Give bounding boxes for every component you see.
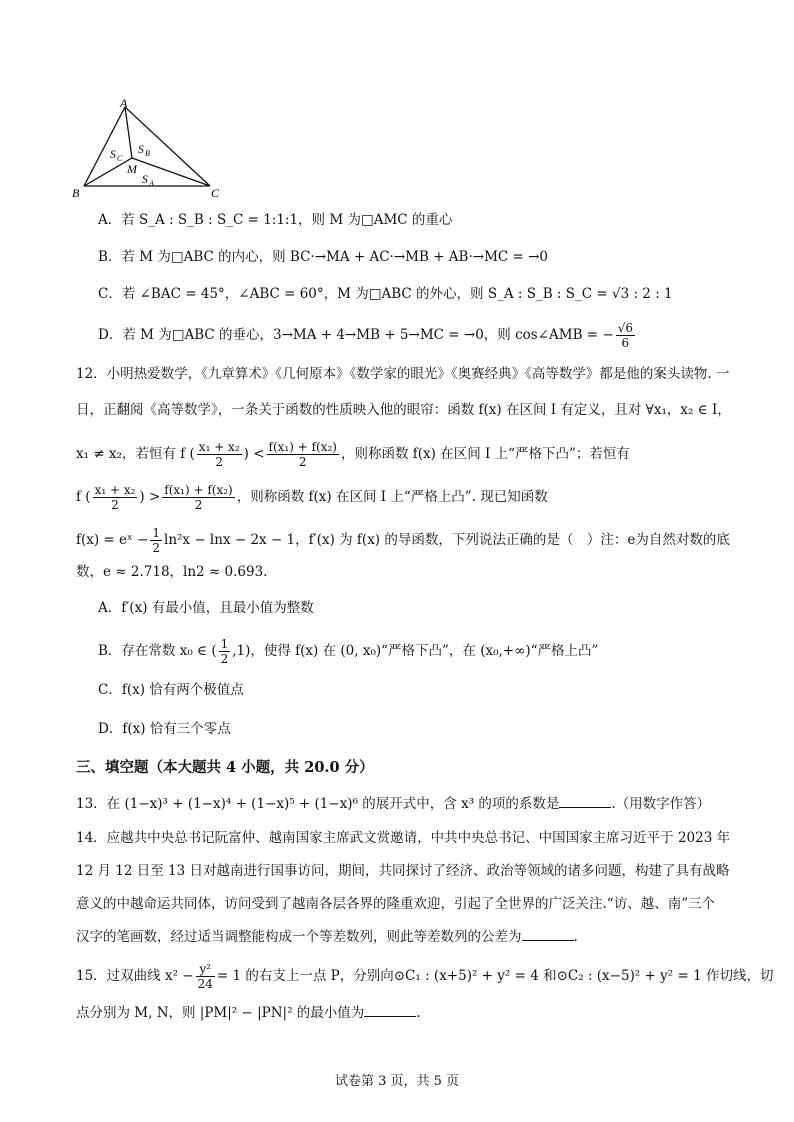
q13-suffix: .（用数字作答） — [611, 796, 711, 812]
q12-l4-frac2 — [162, 483, 234, 512]
q13-text: 13．在 (1−x)³ + (1−x)⁴ + (1−x)⁵ + (1−x)⁶ 的展开式中，含 x³ 的项的系数是 — [76, 796, 560, 812]
label-sa-sub: A — [149, 179, 154, 188]
frac-den: 2 — [152, 541, 160, 555]
frac-den: 2 — [215, 455, 224, 469]
q12-b-pre: B．存在常数 x₀ ∈ ( — [98, 643, 217, 659]
q12-line4 — [76, 483, 794, 512]
segment-ma — [125, 107, 132, 158]
q11-option-c: C．若 ∠BAC = 45°，∠ABC = 60°，M 为□ABC 的外心，则 S_A : S_B : S_C = √3 : 2 : 1 — [98, 286, 673, 302]
q12-l5-b: ln²x − lnx − 2x − 1，f′(x) 为 f(x) 的导函数，下列说法正确的是（ ）注：e为自然对数的底 — [164, 532, 730, 548]
frac-num: f(x₁) + f(x₂) — [268, 440, 337, 454]
q12-option-d: D．f(x) 恰有三个零点 — [98, 721, 231, 737]
label-sb: S — [138, 144, 144, 156]
answer-blank — [364, 1002, 416, 1017]
q12-option-b — [98, 637, 794, 666]
q12-b-frac — [219, 637, 231, 666]
page-footer: 试卷第 3 页，共 5 页 — [334, 1074, 460, 1089]
q15-l1-a: 15．过双曲线 x² − — [76, 968, 194, 984]
q11-option-a: A．若 S_A : S_B : S_C = 1:1:1，则 M 为□AMC 的重心 — [98, 212, 453, 228]
label-a: A — [120, 96, 128, 110]
q15-line2 — [76, 1002, 794, 1023]
q13 — [76, 793, 794, 814]
q12-l4-a: f ( — [76, 489, 91, 505]
q15-l2-text: 点分别为 M, N，则 |PM|² − |PN|² 的最小值为 — [76, 1005, 365, 1021]
q15-frac — [196, 962, 215, 991]
q15-l1-b: = 1 的右支上一点 P，分别向⊙C₁ : (x+5)² + y² = 4 和⊙C₂ : (x−5)² + y² = 1 作切线，切 — [216, 968, 774, 984]
q14-line2: 12 月 12 日至 13 日对越南进行国事访问，期间，共同探讨了经济、政治等领域的诸多问题，构建了具有战略 — [76, 863, 730, 879]
frac-num: 1 — [152, 526, 160, 540]
q12-l3-a: x₁ ≠ x₂，若恒有 f ( — [76, 446, 195, 462]
q12-option-a: A．f′(x) 有最小值，且最小值为整数 — [98, 600, 314, 616]
q12-line2: 日，正翻阅《高等数学》，一条关于函数的性质映入他的眼帘：函数 f(x) 在区间 I 有定义，且对 ∀x₁，x₂ ∈ I， — [76, 402, 731, 418]
frac-den: 2 — [194, 498, 203, 512]
q11-d-text: D．若 M 为□ABC 的垂心，3→MA + 4→MB + 5→MC = →0，则 cos∠AMB = − — [98, 327, 614, 343]
answer-blank — [559, 793, 611, 808]
label-sa: S — [142, 174, 148, 186]
q11-option-d — [98, 321, 794, 350]
answer-blank — [522, 926, 574, 941]
frac-den: 24 — [197, 977, 213, 991]
label-m: M — [127, 162, 137, 176]
label-b: B — [72, 186, 80, 200]
q12-l4-frac1 — [93, 483, 138, 512]
frac-den: 6 — [621, 336, 630, 350]
q12-l3-frac2 — [267, 440, 339, 469]
q14-l4-end: . — [573, 929, 578, 945]
q14-line4 — [76, 926, 794, 947]
q14-l4-text: 汉字的笔画数，经过适当调整能构成一个等差数列，则此等差数列的公差为 — [76, 929, 522, 945]
frac-num: f(x₁) + f(x₂) — [164, 483, 233, 497]
q12-line6: 数，e ≈ 2.718，ln2 ≈ 0.693. — [76, 564, 268, 580]
q14-line3: 意义的中越命运共同体，访问受到了越南各层各界的隆重欢迎，引起了全世界的广泛关注.“访、越、南”三个 — [76, 896, 716, 912]
frac-num: x₁ + x₂ — [94, 483, 136, 497]
frac-den: 2 — [220, 652, 229, 666]
q12-l3-c: ，则称函数 f(x) 在区间 I 上“严格下凸”；若恒有 — [340, 446, 630, 462]
q15-l2-end: . — [416, 1005, 421, 1021]
label-sc: S — [110, 149, 116, 161]
q12-line3 — [76, 440, 794, 469]
q12-l4-c: ，则称函数 f(x) 在区间 I 上“严格上凸”. 现已知函数 — [236, 489, 548, 505]
q14-line1: 14．应越共中央总书记阮富仲、越南国家主席武文赏邀请，中共中央总书记、中国国家主席习近平于 2023 年 — [76, 830, 731, 846]
q12-option-c: C．f(x) 恰有两个极值点 — [98, 682, 244, 698]
q11-option-b: B．若 M 为□ABC 的内心，则 BC·→MA + AC·→MB + AB·→MC = →0 — [98, 249, 549, 265]
frac-den: 2 — [298, 455, 307, 469]
label-sc-sub: C — [117, 154, 123, 163]
frac-num: √6 — [617, 321, 633, 335]
q15-line1 — [76, 962, 794, 991]
triangle-figure — [70, 95, 230, 205]
label-c: C — [211, 186, 220, 200]
q12-b-post: ,1)，使得 f(x) 在 (0, x₀)“严格下凸”，在 (x₀,+∞)“严格上凸” — [232, 643, 599, 659]
q12-l5-frac — [150, 526, 162, 555]
frac-den: 2 — [111, 498, 119, 512]
frac-num: 1 — [220, 637, 229, 651]
q11-d-fraction — [616, 321, 635, 350]
frac-num: x₁ + x₂ — [198, 440, 240, 454]
label-sb-sub: B — [145, 149, 150, 158]
q12-l5-a: f(x) = eˣ − — [76, 532, 149, 548]
section-heading: 三、填空题（本大题共 4 小题，共 20.0 分） — [76, 759, 374, 776]
frac-num: y² — [196, 962, 215, 977]
q12-l3-frac1 — [197, 440, 242, 469]
q12-l4-b: ) > — [139, 489, 161, 505]
q12-line1: 12．小明热爱数学，《九章算术》《几何原本》《数学家的眼光》《奥赛经典》《高等数学》都是他的案头读物. 一 — [76, 366, 730, 382]
q12-line5 — [76, 526, 794, 555]
q12-l3-b: ) < — [243, 446, 265, 462]
